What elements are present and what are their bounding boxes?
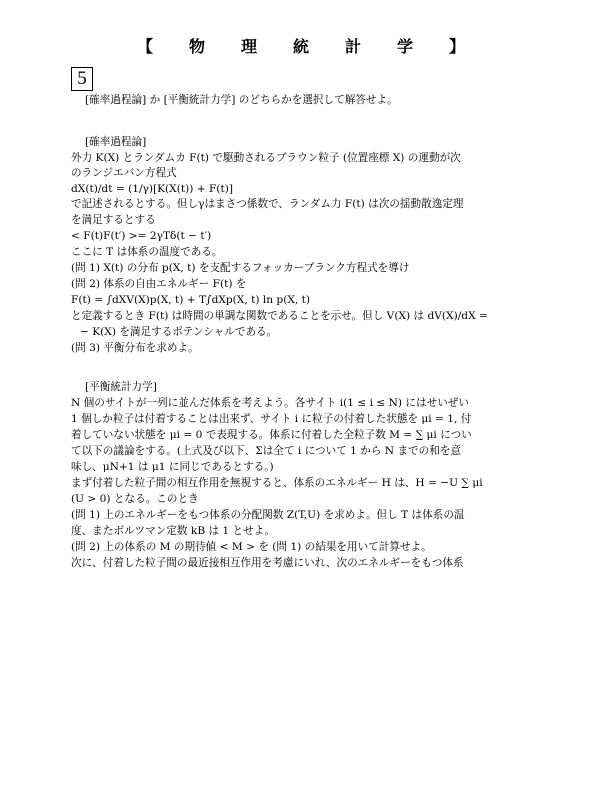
- stochastic-line: ここに T は体系の温度である。: [71, 246, 223, 258]
- page-title: 【 物 理 統 計 学 】: [136, 37, 475, 56]
- equilibrium-line: 着していない状態を μi = 0 で表現する。体系に付着した全粒子数 M = ∑ μi につい: [71, 429, 472, 441]
- equilibrium-q2: (問 2) 上の体系の M の期待値 < M > を (問 1) の結果を用いて計算せよ。: [71, 541, 432, 553]
- equilibrium-line: まず付着した粒子間の相互作用を無視すると、体系のエネルギー H は、H = −U ∑ μi: [71, 477, 483, 489]
- stochastic-q2: (問 2) 体系の自由エネルギー F(t) を: [71, 278, 247, 290]
- question-number-box: 5: [71, 67, 93, 91]
- stochastic-line: で記述されるとする。但しγはまさつ係数で、ランダム力 F(t) は次の揺動散逸定理: [71, 198, 464, 210]
- equilibrium-heading: [平衡統計力学]: [85, 381, 157, 393]
- equilibrium-line: (U > 0) となる。このとき: [71, 493, 199, 505]
- equilibrium-line: 1 個しか粒子は付着することは出来ず、サイト i に粒子の付着した状態を μi = 1, 付: [71, 413, 472, 425]
- stochastic-q3: (問 3) 平衡分布を求めよ。: [71, 342, 199, 354]
- equilibrium-q1: (問 1) 上のエネルギーをもつ体系の分配関数 Z(T,U) を求めよ。但し T は体系の温: [71, 509, 465, 521]
- stochastic-line: を満足するとする: [71, 214, 156, 226]
- stochastic-line: 外力 K(X) とランダムカ F(t) で駆動されるブラウン粒子 (位置座標 X) の運動が次: [71, 152, 461, 164]
- equilibrium-line: N 個のサイトが一列に並んだ体系を考えよう。各サイト i(1 ≤ i ≤ N) にはせいぜい: [71, 397, 469, 409]
- stochastic-line: と定義するとき F(t) は時間の単調な関数であることを示せ。但し V(X) は dV(X)/dX =: [71, 310, 488, 322]
- stochastic-line: のランジエバン方程式: [71, 167, 177, 179]
- free-energy-equation: F(t) = ∫dXV(X)p(X, t) + T∫dXp(X, t) ln p(X, t): [71, 294, 310, 306]
- stochastic-heading: [確率過程論]: [85, 136, 147, 148]
- stochastic-q1: (問 1) X(t) の分布 p(X, t) を支配するフォッカープランク方程式を導け: [71, 262, 410, 274]
- equilibrium-line: て以下の議論をする。(上式及び以下、Σは全て i について 1 から N までの和を意: [71, 445, 462, 457]
- instruction-text: [確率過程論] か [平衡統計力学] のどちらかを選択して解答せよ。: [85, 94, 398, 106]
- equilibrium-line: 度、またボルツマン定数 kB は 1 とせよ。: [71, 525, 275, 537]
- equilibrium-line: 味し、μN+1 は μ1 に同じであるとする。): [71, 461, 274, 473]
- langevin-equation: dX(t)/dt = (1/γ)[K(X(t)) + F(t)]: [71, 183, 233, 195]
- equilibrium-line: 次に、付着した粒子間の最近接相互作用を考慮にいれ、次のエネルギーをもつ体系: [71, 557, 464, 569]
- fdt-equation: < F(t)F(t′) >= 2γTδ(t − t′): [71, 230, 212, 242]
- stochastic-line: − K(X) を満足するポテンシャルである。: [80, 326, 278, 338]
